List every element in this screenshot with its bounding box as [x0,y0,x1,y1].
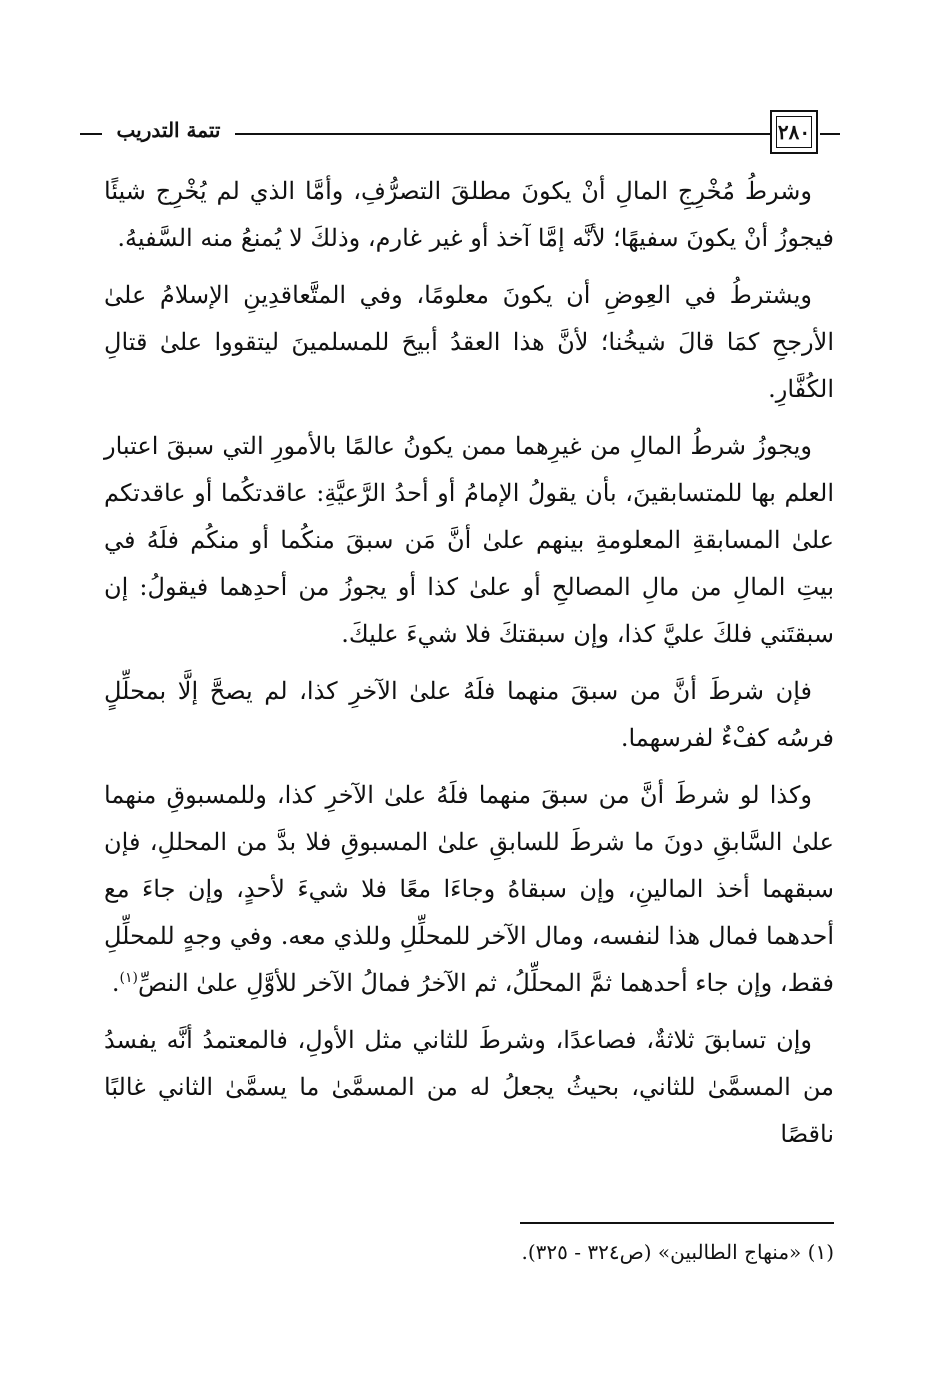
paragraph-5-end: . [111,969,120,997]
running-title: تتمة التدريب [116,118,221,142]
paragraph-5-text: وكذا لو شرطَ أنَّ من سبقَ منهما فلَهُ علىٰ الآخرِ كذا، وللمسبوقِ منهما علىٰ السَّابقِ دونَ ما شرطَ للسابقِ علىٰ المسبوقِ فلا بدَّ من المحللِ، فإن سبقهما أخذ المالينِ، وإن سبقاهُ وجاءَا معًا فلا شيءَ لأحدٍ، وإن جاءَ مع أحدهما فمال هذا لنفسه، ومال الآخر للمحلِّلِ وللذي معه. وفي وجهٍ للمحلِّلِ فقط، وإن جاء أحدهما ثمَّ المحلِّلُ، ثم الآخرُ فمالُ الآخر للأوَّلِ علىٰ النصِّ [104,781,834,997]
page-number-frame [770,110,818,154]
page-number: ٢٨٠ [776,116,812,148]
footnote: (١) «منهاج الطالبين» (ص٣٢٤ - ٣٢٥). [521,1240,834,1264]
paragraph-3: ويجوزُ شرطُ المالِ من غيرِهما ممن يكونُ عالمًا بالأمورِ التي سبقَ اعتبار العلم بها للمتسابقينَ، بأن يقولُ الإمامُ أو أحدُ الرَّعيَّةِ: عاقدتكُما أو عاقدتكم علىٰ المسابقةِ المعلومةِ بينهم علىٰ أنَّ مَن سبقَ منكُما أو منكُم فلَهُ في بيتِ المالِ من مالِ المصالحِ أو علىٰ كذا أو يجوزُ من أحدِهما فيقولُ: إن سبقتَني فلكَ عليَّ كذا، وإن سبقتكَ فلا شيءَ عليكَ. [104,432,834,648]
paragraph-5 [104,772,834,1007]
header-rule [235,133,770,135]
paragraph-1: وشرطُ مُخْرِجِ المالِ أنْ يكونَ مطلقَ التصرُّفِ، وأمَّا الذي لم يُخْرِج شيئًا فيجوزُ أنْ يكونَ سفيهًا؛ لأنَّه إمَّا آخذ أو غير غارم، وذلكَ لا يُمنعُ منه السَّفيهُ. [104,177,834,252]
paragraph-2: ويشترطُ في العِوضِ أن يكونَ معلومًا، وفي المتَّعاقدِينِ الإسلامُ علىٰ الأرجحِ كمَا قالَ شيخُنا؛ لأنَّ هذا العقدُ أبيحَ للمسلمينَ ليتقووا علىٰ قتالِ الكُفَّارِ. [104,281,834,403]
footnote-separator [520,1222,834,1224]
header-rule-left-end [80,133,102,135]
paragraph-6: وإن تسابقَ ثلاثةٌ، فصاعدًا، وشرطَ للثاني مثل الأولِ، فالمعتمدُ أنَّه يفسدُ من المسمَّىٰ للثاني، بحيثُ يجعلُ له من المسمَّىٰ ما يسمَّىٰ الثاني غالبًا ناقصًا [104,1026,834,1148]
footnote-reference[interactable]: (١) [119,970,138,986]
page-header [80,110,840,160]
header-rule-right-end [820,133,840,135]
main-text [104,168,834,1168]
paragraph-4: فإن شرطَ أنَّ من سبقَ منهما فلَهُ علىٰ الآخرِ كذا، لم يصحَّ إلَّا بمحلِّلٍ فرسُه كفْءٌ لفرسهما. [104,677,834,752]
